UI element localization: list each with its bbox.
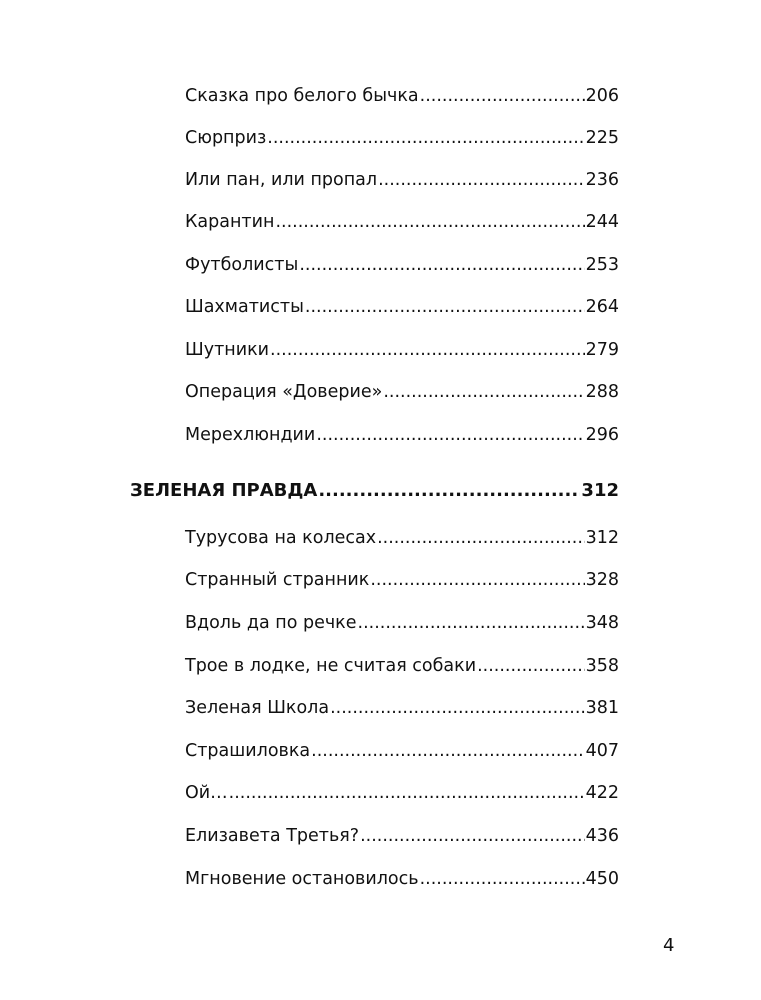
toc-entry-title: Турусова на колесах (185, 528, 377, 548)
toc-entry-title: Страшиловка (185, 741, 311, 761)
page-number: 4 (663, 935, 675, 956)
toc-entry-title: Странный странник (185, 570, 370, 590)
dot-leader (370, 568, 584, 592)
toc-entry-page: 288 (585, 382, 619, 402)
toc-entry (185, 781, 619, 805)
dot-leader (358, 611, 585, 635)
toc-entry (185, 84, 619, 108)
toc-entry (185, 338, 619, 362)
dot-leader (420, 84, 585, 108)
toc-entry-page: 358 (585, 656, 619, 676)
toc-entry (185, 654, 619, 678)
toc-entry-page: 225 (585, 128, 619, 148)
toc-entry (185, 210, 619, 234)
toc-entry (185, 696, 619, 720)
dot-leader (267, 126, 584, 150)
toc-entry-title: Футболисты (185, 255, 299, 275)
toc-entry (185, 168, 619, 192)
dot-leader (316, 423, 584, 447)
toc-entry-page: 422 (585, 783, 619, 803)
toc-entry-title: Сюрприз (185, 128, 267, 148)
toc-entry-page: 279 (585, 340, 619, 360)
toc-entry-page: 264 (585, 297, 619, 317)
toc-entry-title: Или пан, или пропал (185, 170, 378, 190)
toc-entry-title: Шахматисты (185, 297, 304, 317)
toc-entry-page: 328 (585, 570, 619, 590)
toc-section-page: 312 (581, 480, 619, 501)
toc-entry-title: Трое в лодке, не считая собаки (185, 656, 477, 676)
toc-entry-page: 312 (585, 528, 619, 548)
dot-leader (275, 210, 584, 234)
toc-entry-page: 348 (585, 613, 619, 633)
toc-entry (185, 611, 619, 635)
toc-entry (185, 295, 619, 319)
dot-leader (318, 479, 580, 503)
toc-entry-title: Шутники (185, 340, 270, 360)
dot-leader (477, 654, 585, 678)
toc-entry (185, 526, 619, 550)
toc-entry-title: Ой… (185, 783, 228, 803)
toc-entry-title: Елизавета Третья? (185, 826, 360, 846)
dot-leader (377, 526, 584, 550)
toc-entry-page: 206 (585, 86, 619, 106)
toc-entry-title: Зеленая Школа (185, 698, 330, 718)
dot-leader (299, 253, 584, 277)
toc-entry-page: 253 (585, 255, 619, 275)
dot-leader (360, 824, 584, 848)
toc-entry-page: 236 (585, 170, 619, 190)
toc-entry-page: 244 (585, 212, 619, 232)
dot-leader (305, 295, 585, 319)
dot-leader (311, 739, 584, 763)
toc-entry (185, 380, 619, 404)
dot-leader (229, 781, 585, 805)
toc-entry-title: Мгновение остановилось (185, 869, 419, 889)
toc-entry-page: 381 (585, 698, 619, 718)
toc-entry-title: Вдоль да по речке (185, 613, 357, 633)
toc-entry-title: Мерехлюндии (185, 425, 316, 445)
dot-leader (420, 867, 585, 891)
dot-leader (270, 338, 585, 362)
dot-leader (330, 696, 585, 720)
toc-entry (185, 824, 619, 848)
toc-entry-title: Карантин (185, 212, 275, 232)
toc-entry-page: 296 (585, 425, 619, 445)
toc-section-title: ЗЕЛЕНАЯ ПРАВДА (130, 480, 318, 501)
toc-entry (185, 253, 619, 277)
toc-section-heading (130, 479, 619, 503)
dot-leader (378, 168, 585, 192)
dot-leader (383, 380, 584, 404)
toc-entry-page: 450 (585, 869, 619, 889)
toc-entry (185, 739, 619, 763)
toc-entry (185, 568, 619, 592)
toc-entry-page: 407 (585, 741, 619, 761)
toc-entry-page: 436 (585, 826, 619, 846)
toc-entry-title: Сказка про белого бычка (185, 86, 419, 106)
toc-entry (185, 867, 619, 891)
toc-entry (185, 423, 619, 447)
toc-entry (185, 126, 619, 150)
toc-entry-title: Операция «Доверие» (185, 382, 383, 402)
